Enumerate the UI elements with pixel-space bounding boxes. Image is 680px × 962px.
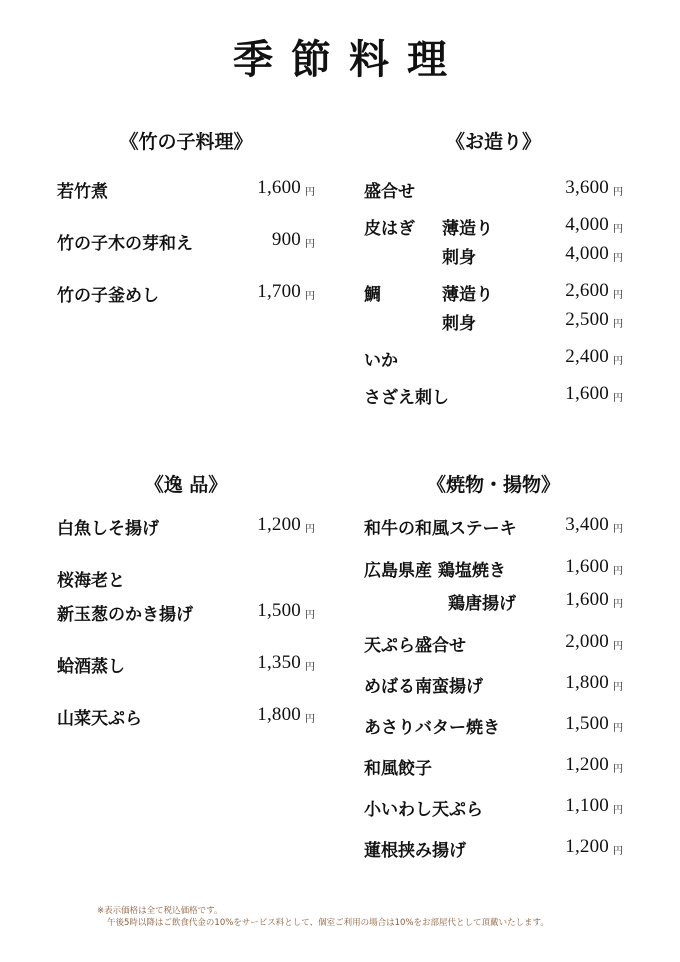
yen-suffix: 円 xyxy=(613,599,623,610)
yen-suffix: 円 xyxy=(305,291,315,302)
yen-suffix: 円 xyxy=(613,356,623,367)
section-header: 《お造り》 xyxy=(445,131,541,153)
item-price: 1,600 xyxy=(565,383,609,404)
item-price: 1,500 xyxy=(257,600,301,621)
menu-item xyxy=(364,795,623,819)
item-name: いか xyxy=(364,351,398,371)
item-price: 1,600 xyxy=(565,556,609,577)
item-price: 1,700 xyxy=(257,281,301,302)
item-price: 1,350 xyxy=(257,652,301,673)
menu-item xyxy=(57,229,315,253)
section-header: 《逸 品》 xyxy=(144,474,228,496)
item-price: 1,100 xyxy=(565,795,609,816)
menu-item xyxy=(364,309,623,333)
item-name: 山菜天ぷら xyxy=(57,709,142,729)
yen-suffix: 円 xyxy=(613,393,623,404)
item-price: 1,200 xyxy=(257,514,301,535)
item-name: 天ぷら盛合せ xyxy=(364,636,466,656)
yen-suffix: 円 xyxy=(305,610,315,621)
item-price: 1,200 xyxy=(565,754,609,775)
menu-item xyxy=(57,600,315,624)
section-takenoko xyxy=(57,125,315,315)
item-name: 和風餃子 xyxy=(364,759,432,779)
item-price: 3,400 xyxy=(565,514,609,535)
section-ippin xyxy=(57,468,315,728)
yen-suffix: 円 xyxy=(305,239,315,250)
item-name: 新玉葱のかき揚げ xyxy=(57,605,193,625)
item-name: 広島県産 鶏塩焼き xyxy=(364,561,506,581)
item-price: 4,000 xyxy=(565,214,609,235)
yen-suffix: 円 xyxy=(613,641,623,652)
menu-item xyxy=(57,281,315,305)
item-sub: 刺身 xyxy=(442,314,476,334)
item-sub: 刺身 xyxy=(442,248,476,268)
item-price: 1,600 xyxy=(257,177,301,198)
menu-item xyxy=(364,631,623,655)
yen-suffix: 円 xyxy=(613,682,623,693)
item-name: 和牛の和風ステーキ xyxy=(364,519,517,539)
item-name: 盛合せ xyxy=(364,182,415,202)
item-name: 鶏唐揚げ xyxy=(448,594,516,614)
item-price: 4,000 xyxy=(565,243,609,264)
menu-item xyxy=(57,514,315,538)
item-sub: 薄造り xyxy=(442,285,493,305)
section-header: 《焼物・揚物》 xyxy=(426,474,560,496)
item-price: 1,800 xyxy=(257,704,301,725)
item-name: さざえ刺し xyxy=(364,388,449,408)
item-name: 桜海老と xyxy=(57,571,125,591)
footnote-service-charge-note: 午後5時以降はご飲食代金の10%をサービス料として、個室ご利用の場合は10%をお部屋代として頂戴いたします。 xyxy=(107,918,549,928)
item-price: 2,600 xyxy=(565,280,609,301)
section-otsukuri xyxy=(364,125,623,415)
item-price: 900 xyxy=(271,229,301,250)
item-name: 皮はぎ xyxy=(364,219,415,239)
item-name: 若竹煮 xyxy=(57,182,108,202)
item-price: 1,500 xyxy=(565,713,609,734)
item-name: めばる南蛮揚げ xyxy=(364,677,483,697)
yen-suffix: 円 xyxy=(613,723,623,734)
yen-suffix: 円 xyxy=(305,714,315,725)
yen-suffix: 円 xyxy=(305,524,315,535)
menu-item xyxy=(364,672,623,696)
yen-suffix: 円 xyxy=(613,846,623,857)
yen-suffix: 円 xyxy=(613,805,623,816)
item-name: あさりバター焼き xyxy=(364,718,500,738)
yen-suffix: 円 xyxy=(613,524,623,535)
yen-suffix: 円 xyxy=(613,566,623,577)
menu-item xyxy=(364,754,623,778)
yen-suffix: 円 xyxy=(305,662,315,673)
menu-item xyxy=(364,214,623,238)
item-name: 竹の子釜めし xyxy=(57,286,159,306)
section-header: 《竹の子料理》 xyxy=(119,131,253,153)
item-name: 蛤酒蒸し xyxy=(57,657,125,677)
item-price: 3,600 xyxy=(565,177,609,198)
menu-item xyxy=(364,383,623,407)
menu-item xyxy=(364,177,623,201)
item-name: 白魚しそ揚げ xyxy=(57,519,159,539)
menu-item xyxy=(364,280,623,304)
item-price: 1,600 xyxy=(565,589,609,610)
section-yakimono xyxy=(364,468,623,868)
item-sub: 薄造り xyxy=(442,219,493,239)
item-name: 蓮根挟み揚げ xyxy=(364,841,466,861)
menu-item xyxy=(57,566,315,590)
menu-item xyxy=(364,514,623,538)
yen-suffix: 円 xyxy=(613,764,623,775)
menu-item xyxy=(364,713,623,737)
item-price: 1,800 xyxy=(565,672,609,693)
footnote-tax-note: ※表示価格は全て税込価格です。 xyxy=(97,906,223,916)
yen-suffix: 円 xyxy=(613,253,623,264)
yen-suffix: 円 xyxy=(613,224,623,235)
item-name: 鯛 xyxy=(364,285,381,305)
yen-suffix: 円 xyxy=(305,187,315,198)
item-price: 2,400 xyxy=(565,346,609,367)
menu-item xyxy=(57,704,315,728)
menu-item xyxy=(57,177,315,201)
item-price: 1,200 xyxy=(565,836,609,857)
footnote xyxy=(97,905,549,929)
yen-suffix: 円 xyxy=(613,187,623,198)
menu-item xyxy=(364,589,623,613)
menu-item xyxy=(364,243,623,267)
menu-item xyxy=(364,346,623,370)
item-price: 2,500 xyxy=(565,309,609,330)
menu-item xyxy=(364,556,623,580)
menu-item xyxy=(57,652,315,676)
item-name: 竹の子木の芽和え xyxy=(57,234,193,254)
item-name: 小いわし天ぷら xyxy=(364,800,483,820)
item-price: 2,000 xyxy=(565,631,609,652)
page-title: 季節料理 xyxy=(233,36,465,83)
menu-item xyxy=(364,836,623,860)
yen-suffix: 円 xyxy=(613,319,623,330)
yen-suffix: 円 xyxy=(613,290,623,301)
